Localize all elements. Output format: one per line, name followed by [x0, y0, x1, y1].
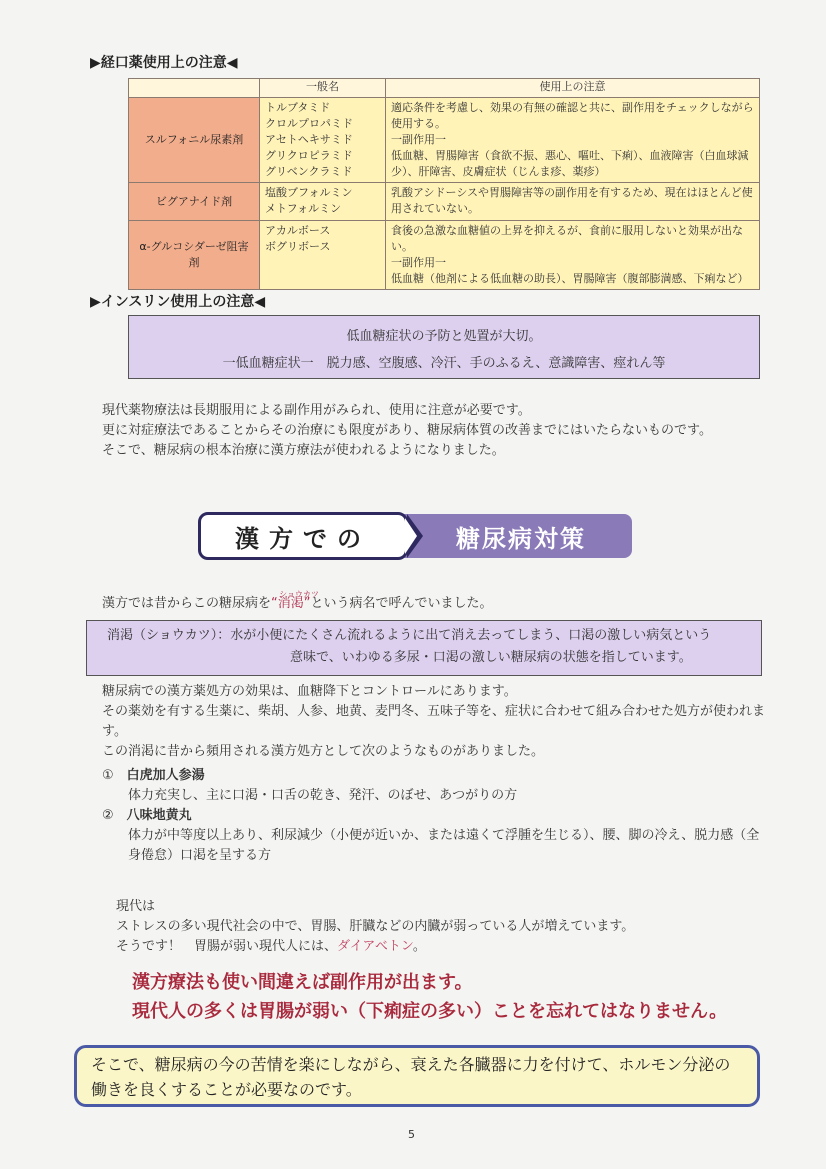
shokatsu-term: “消渇” — [271, 596, 311, 611]
drug-class: α-グルコシダーゼ阻害剤 — [129, 221, 260, 290]
warning-line-2: 現代人の多くは胃腸が弱い（下痢症の多い）ことを忘れてはなりません。 — [132, 1001, 728, 1022]
list-item: ① 白虎加人参湯 — [102, 768, 205, 783]
banner-left: 漢方での — [198, 512, 408, 560]
drug-names: トルブタミド クロルプロパミド アセトヘキサミド グリクロピラミド グリベンクラミド — [260, 98, 386, 183]
drug-class: ビグアナイド剤 — [129, 183, 260, 221]
drug-class: スルフォニル尿素剤 — [129, 98, 260, 183]
insulin-line-2: 一低血糖症状一 脱力感、空腹感、冷汗、手のふるえ、意識障害、痙れん等 — [222, 356, 666, 371]
page-number: 5 — [408, 1128, 415, 1141]
list-item-desc: 体力充実し、主に口渇・口舌の乾き、発汗、のぼせ、あつがりの方 — [128, 788, 518, 803]
modern-section: 現代は ストレスの多い現代社会の中で、胃腸、肝臓などの内臓が弱っている人が増えています。 そうです！ 胃腸が弱い現代人には、ダイアベトン。 — [116, 899, 635, 954]
intro-line: 更に対症療法であることからその治療にも限度があり、糖尿病体質の改善までにはいたらないものです。 — [102, 423, 712, 438]
list-item: ② 八味地黄丸 — [102, 808, 192, 823]
conclusion-box: そこで、糖尿病の今の苦情を楽にしながら、衰えた各臓器に力を付けて、ホルモン分泌の働きを良くすることが必要なのです。 — [74, 1045, 760, 1107]
drug-notes: 乳酸アシドーシスや胃腸障害等の副作用を有するため、現在はほとんど使用されていない。 — [386, 183, 760, 221]
intro-paragraph — [102, 401, 782, 461]
product-name: ダイアベトン — [337, 939, 413, 954]
shokatsu-definition-box — [86, 620, 762, 676]
banner-arrow-inner — [405, 518, 417, 554]
drug-notes: 適応条件を考慮し、効果の有無の確認と共に、副作用をチェックしながら使用する。 一副作用一 低血糖、胃腸障害（食欲不振、悪心、嘔吐、下痢）、血液障害（白血球減少）、肝障害、皮膚症状（じんま疹、薬疹） — [386, 98, 760, 183]
list-item-desc: 体力が中等度以上あり、利尿減少（小便が近いか、または遠くて浮腫を生じる）、腰、脚の冷え、脱力感（全身倦怠）口渇を呈する方 — [128, 828, 760, 863]
table-row — [129, 221, 760, 290]
column-header-name: 一般名 — [260, 79, 386, 98]
oral-drug-heading: ▶経口薬使用上の注意◀ — [90, 55, 238, 71]
kanpo-explanation: 糖尿病での漢方薬処方の効果は、血糖降下とコントロールにあります。 その薬効を有する生薬に、柴胡、人参、地黄、麦門冬、五味子等を、症状に合わせて組み合わせた処方が使われます。 この消渇に昔から頻用される漢方処方として次のようなものがありました。 — [102, 684, 766, 759]
insulin-note-box — [128, 315, 760, 379]
intro-line: そこで、糖尿病の根本治療に漢方療法が使われるようになりました。 — [102, 443, 505, 458]
intro-line: 現代薬物療法は長期服用による副作用がみられ、使用に注意が必要です。 — [102, 403, 531, 418]
insulin-heading: ▶インスリン使用上の注意◀ — [90, 294, 266, 310]
drug-names: 塩酸ブフォルミン メトフォルミン — [260, 183, 386, 221]
drug-names: アカルボース ボグリボース — [260, 221, 386, 290]
table-row — [129, 183, 760, 221]
drug-notes: 食後の急激な血糖値の上昇を抑えるが、食前に服用しないと効果が出ない。 一副作用一 低血糖（他剤による低血糖の助長）、胃腸障害（腹部膨満感、下痢など） — [386, 221, 760, 290]
table-header-row — [129, 79, 760, 98]
oral-drug-table — [128, 78, 760, 290]
shokatsu-intro: 漢方では昔からこの糖尿病を ショウカツ “消渇”という病名で呼んでいました。 — [102, 594, 493, 614]
warning-line-1: 漢方療法も使い間違えば副作用が出ます。 — [132, 972, 473, 993]
prescription-list — [102, 766, 770, 866]
definition-line: 意味で、いわゆる多尿・口渇の激しい糖尿病の状態を指しています。 — [290, 650, 692, 665]
column-header-notes: 使用上の注意 — [386, 79, 760, 98]
ruby-text: ショウカツ — [279, 590, 319, 599]
table-row — [129, 98, 760, 183]
banner-right: 糖尿病対策 — [400, 514, 632, 558]
insulin-line-1: 低血糖症状の予防と処置が大切。 — [346, 329, 542, 344]
definition-line: 消渇（ショウカツ）：水が小便にたくさん流れるように出て消え去ってしまう、口渇の激しい病気という — [107, 628, 712, 643]
